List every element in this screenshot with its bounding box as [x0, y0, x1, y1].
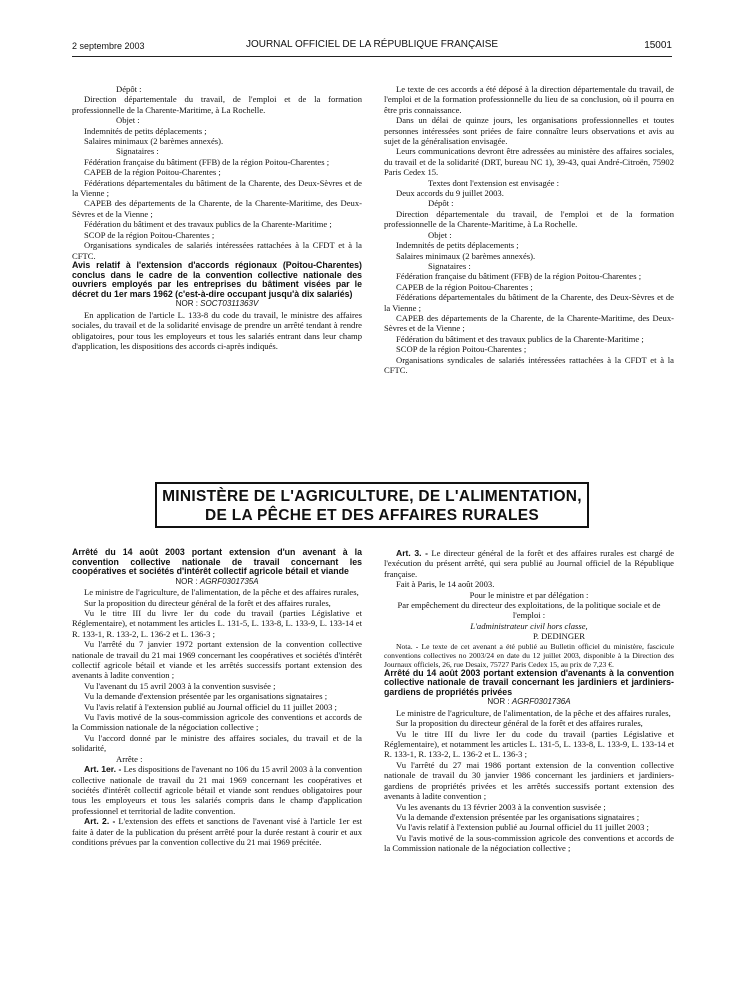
- signataires-label: Signataires :: [116, 146, 159, 157]
- avis-nor: NOR : SOCT0311363V: [175, 299, 259, 309]
- fait-a-paris: Fait à Paris, le 14 août 2003.: [396, 579, 495, 590]
- nota: Nota. - Le texte de cet avenant a été publié au Bulletin officiel du ministère, fascicule conventions collectives no 2003/24 en date du 12 juillet 2003, disponible à la Direction des Journaux officiels, 26, rue Desaix, 75727 Paris Cedex 15, au prix de 7,23 €.: [384, 641, 674, 669]
- header-rule: [72, 56, 672, 57]
- article-2: Art. 2. - L'extension des effets et sanctions de l'avenant visé à l'article 1er est faite à dater de la publication du présent arrêté pour la durée restant à courir et aux conditions prévues par la convention collective du 21 mai 1969 précitée.: [72, 816, 362, 847]
- ministry-heading-line: DE LA PÊCHE ET DES AFFAIRES RURALES: [204, 507, 540, 524]
- objet-item: Indemnités de petits déplacements ;: [396, 240, 519, 251]
- textes-value: Deux accords du 9 juillet 2003.: [396, 188, 504, 199]
- signataire-item: Fédération du bâtiment et des travaux publics de la Charente-Maritime ;: [84, 219, 332, 230]
- bottom-right-column: [384, 548, 674, 854]
- header-page-number: 15001: [644, 40, 672, 51]
- paragraph: Vu l'avis relatif à l'extension publié au Journal officiel du 11 juillet 2003 ;: [396, 822, 649, 833]
- signataire-item: SCOP de la région Poitou-Charentes ;: [396, 344, 527, 355]
- signatory-name: P. DEDINGER: [532, 631, 586, 642]
- signature-line: Par empêchement du directeur des exploitations, de la politique sociale et de l'emploi :: [397, 600, 661, 621]
- objet-item: Salaires minimaux (2 barèmes annexés).: [84, 136, 224, 147]
- top-right-column: [384, 84, 674, 375]
- avis-title: Avis relatif à l'extension d'accords régionaux (Poitou-Charentes) conclus dans le cadre de la convention collective nationale des ouvriers employés par les entreprises du bâtiment visées par le décret du 1er mars 1962 (c'est-à-dire occupant jusqu'à dix salariés): [72, 259, 362, 299]
- paragraph: Vu l'avenant du 15 avril 2003 à la convention susvisée ;: [84, 680, 276, 691]
- objet-item: Indemnités de petits déplacements ;: [84, 125, 207, 136]
- top-left-column: [72, 84, 362, 351]
- avis-body: En application de l'article L. 133-8 du code du travail, le ministre des affaires sociales, du travail et de la solidarité envisage de prendre un arrêté tendant à rendre obligatoires, pour tous les employeurs et tous les salariés entrant dans leur champ d'application, les dispositions des accords ci-après indiqués.: [72, 309, 362, 351]
- signataire-item: Organisations syndicales de salariés intéressées rattachées à la CFDT et à la CFTC.: [384, 354, 674, 375]
- ministry-heading-box: [155, 482, 589, 528]
- depot-text: Direction départementale du travail, de l'emploi et de la formation professionnelle de la Charente-Maritime, à La Rochelle.: [384, 208, 674, 230]
- arrete-title: Arrêté du 14 août 2003 portant extension d'un avenant à la convention collective nationale de travail concernant les coopératives et sociétés d'intérêt collectif agricole bétail et viande: [72, 547, 362, 577]
- signataire-item: CAPEB de la région Poitou-Charentes ;: [396, 281, 533, 292]
- signataire-item: Organisations syndicales de salariés intéressées rattachées à la CFDT et à la CFTC.: [72, 240, 362, 261]
- paragraph: Vu le titre III du livre Ier du code du travail (parties Législative et Réglementaire), et notamment les articles L. 131-5, L. 133-8, L. 133-9, L. 133-14 et R. 133-1, R. 133-2, L. 136-2 et L. 136-3 ;: [384, 728, 674, 760]
- depot-label: Dépôt :: [428, 198, 454, 209]
- signataire-item: CAPEB des départements de la Charente, de la Charente-Maritime, des Deux-Sèvres et de la Vienne ;: [384, 312, 674, 334]
- objet-label: Objet :: [116, 115, 140, 126]
- signataires-label: Signataires :: [428, 260, 471, 271]
- paragraph: Le ministre de l'agriculture, de l'alimentation, de la pêche et des affaires rurales,: [84, 587, 359, 598]
- signataire-item: Fédérations départementales du bâtiment de la Charente, des Deux-Sèvres et de la Vienne ;: [384, 292, 674, 313]
- paragraph: Vu les avenants du 13 février 2003 à la convention susvisée ;: [396, 801, 606, 812]
- paragraph: Dans un délai de quinze jours, les organisations professionnelles et toutes personnes intéressées sont priées de faire connaître leurs observations et avis au sujet de la généralisation envisagée.: [384, 115, 674, 147]
- objet-label: Objet :: [428, 229, 452, 240]
- signataire-item: Fédération française du bâtiment (FFB) de la région Poitou-Charentes ;: [396, 271, 642, 282]
- arrete-nor: NOR : AGRF0301735A: [175, 576, 259, 586]
- paragraph: Sur la proposition du directeur général de la forêt et des affaires rurales,: [84, 597, 331, 608]
- ministry-heading-line: MINISTÈRE DE L'AGRICULTURE, DE L'ALIMENTATION,: [162, 488, 582, 505]
- header-date: 2 septembre 2003: [72, 41, 145, 51]
- paragraph: Leurs communications devront être adressées au ministère des affaires sociales, du travail et de la solidarité (DRT, bureau NC 1), 39-43, quai André-Citroën, 75902 Paris Cedex 15.: [384, 146, 674, 178]
- signataire-item: CAPEB de la région Poitou-Charentes ;: [84, 167, 221, 178]
- paragraph: Le ministre de l'agriculture, de l'alimentation, de la pêche et des affaires rurales,: [396, 707, 671, 718]
- page-header: [72, 38, 672, 54]
- paragraph: Vu la demande d'extension présentée par les organisations signataires ;: [84, 691, 328, 702]
- paragraph: Vu l'accord donné par le ministre des affaires sociales, du travail et de la solidarité,: [72, 732, 362, 754]
- article-3: Art. 3. - Le directeur général de la forêt et des affaires rurales est chargé de l'exécution du présent arrêté, qui sera publié au Journal officiel de la République française.: [384, 548, 675, 579]
- arrete-nor: NOR : AGRF0301736A: [487, 697, 571, 707]
- paragraph: Vu l'arrêté du 7 janvier 1972 portant extension de la convention collective nationale de travail du 21 mai 1969 concernant les coopératives et sociétés d'intérêt collectif agricole bétail et viande et les arrêtés successifs portant extension des avenants à ladite convention ;: [72, 639, 362, 681]
- paragraph: Sur la proposition du directeur général de la forêt et des affaires rurales,: [396, 718, 643, 729]
- signature-line: Pour le ministre et par délégation :: [469, 589, 589, 600]
- signataire-item: Fédération française du bâtiment (FFB) de la région Poitou-Charentes ;: [84, 156, 330, 167]
- paragraph: Vu l'arrêté du 27 mai 1986 portant extension de la convention collective nationale de travail du 30 janvier 1986 concernant les jardiniers et jardiniers-gardiens de propriétés privées et les arrêtés successifs portant extension des avenants à ladite convention ;: [384, 759, 674, 802]
- signataire-item: Fédérations départementales du bâtiment de la Charente, des Deux-Sèvres et de la Vienne ;: [72, 177, 362, 199]
- paragraph: Vu l'avis motivé de la sous-commission agricole des conventions et accords de la Commission nationale de la négociation collective ;: [384, 832, 674, 854]
- objet-item: Salaires minimaux (2 barèmes annexés).: [396, 250, 536, 261]
- paragraph: Vu l'avis motivé de la sous-commission agricole des conventions et accords de la Commission nationale de la négociation collective ;: [72, 712, 362, 733]
- signataire-item: CAPEB des départements de la Charente, de la Charente-Maritime, des Deux-Sèvres et de la Vienne ;: [72, 198, 362, 219]
- paragraph: Vu l'avis relatif à l'extension publié au Journal officiel du 11 juillet 2003 ;: [84, 701, 337, 712]
- arrete-label: Arrête :: [116, 753, 143, 764]
- paragraph: Vu la demande d'extension présentée par les organisations signataires ;: [396, 811, 640, 822]
- article-1: Art. 1er. - Les dispositions de l'avenant no 106 du 15 avril 2003 à la convention collective nationale de travail du 21 mai 1969 concernant les coopératives et sociétés d'intérêt collectif agricole bétail et viande sont rendues obligatoires pour tous les employeurs et tous les salariés compris dans le champ d'application professionnel et territorial de ladite convention.: [72, 764, 362, 816]
- signataire-item: Fédération du bâtiment et des travaux publics de la Charente-Maritime ;: [396, 333, 644, 344]
- paragraph: Le texte de ces accords a été déposé à la direction départementale du travail, de l'emploi et de la formation professionnelle du lieu de sa conclusion, où il pourra en être pris connaissance.: [384, 84, 674, 115]
- signataire-item: SCOP de la région Poitou-Charentes ;: [84, 229, 215, 240]
- signature-title: L'administrateur civil hors classe,: [470, 620, 588, 631]
- paragraph: Vu le titre III du livre Ier du code du travail (parties Législative et Réglementaire), et notamment les articles L. 131-5, L. 133-8, L. 133-9, L. 133-14 et R. 133-1, R. 133-2, L. 136-2 et L. 136-3 ;: [72, 608, 362, 639]
- arrete-title: Arrêté du 14 août 2003 portant extension d'avenants à la convention collective nationale de travail concernant les jardiniers et jardiniers-gardiens de propriétés privées: [384, 667, 674, 697]
- textes-label: Textes dont l'extension est envisagée :: [428, 177, 560, 188]
- depot-text: Direction départementale du travail, de l'emploi et de la formation professionnelle de la Charente-Maritime, à La Rochelle.: [72, 94, 362, 115]
- bottom-left-column: [72, 548, 362, 847]
- header-journal-title: JOURNAL OFFICIEL DE LA RÉPUBLIQUE FRANÇAISE: [245, 39, 499, 50]
- depot-label: Dépôt :: [116, 84, 142, 94]
